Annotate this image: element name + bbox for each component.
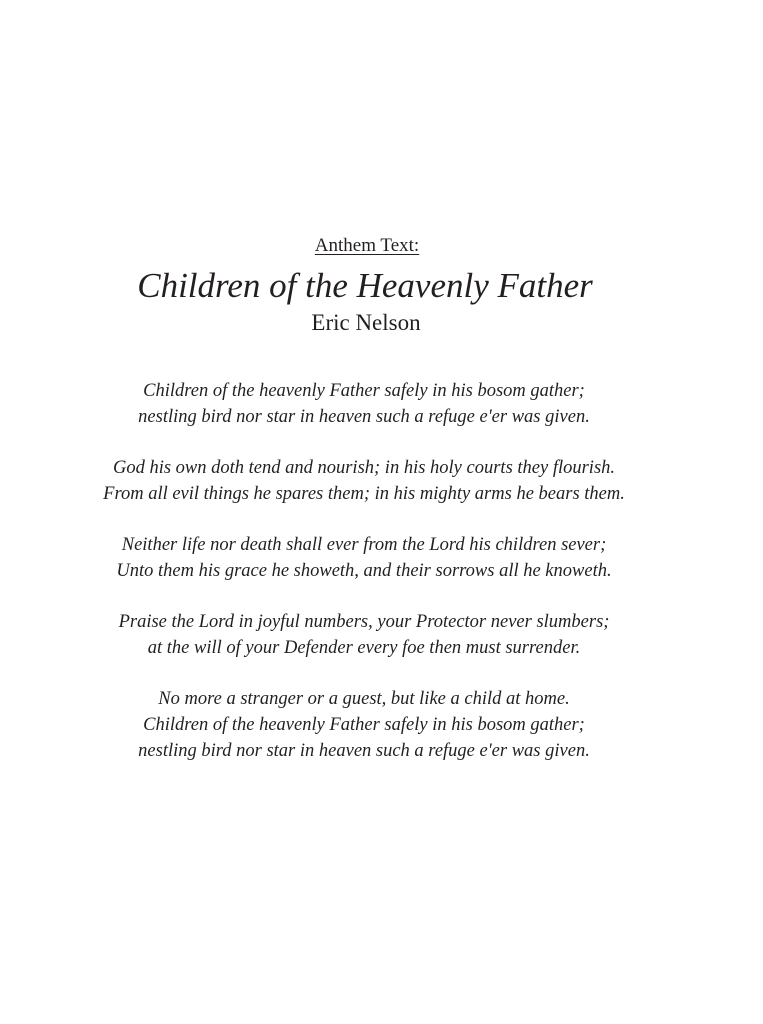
lyric-line: Children of the heavenly Father safely in his bosom gather; <box>143 715 585 735</box>
lyric-line: at the will of your Defender every foe then must surrender. <box>147 638 581 658</box>
lyric-line: Children of the heavenly Father safely in his bosom gather; <box>143 381 585 401</box>
lyric-line: God his own doth tend and nourish; in his holy courts they flourish. <box>112 458 616 478</box>
stanza-4 <box>0 609 728 661</box>
stanza-5 <box>0 686 728 764</box>
lyric-line: No more a stranger or a guest, but like a child at home. <box>158 689 570 709</box>
stanza-3 <box>0 532 728 584</box>
lyric-line: nestling bird nor star in heaven such a refuge e'er was given. <box>138 741 590 761</box>
lyric-line: Unto them his grace he showeth, and their sorrows all he knoweth. <box>116 561 612 581</box>
lyric-line: nestling bird nor star in heaven such a refuge e'er was given. <box>138 407 590 427</box>
lyric-line: From all evil things he spares them; in his mighty arms he bears them. <box>103 484 625 504</box>
stanza-1 <box>0 378 728 430</box>
lyric-line: Praise the Lord in joyful numbers, your Protector never slumbers; <box>118 612 610 632</box>
stanza-2 <box>0 455 728 507</box>
anthem-title: Children of the Heavenly Father <box>137 266 593 305</box>
anthem-text-label: Anthem Text: <box>314 235 420 256</box>
composer-name: Eric Nelson <box>311 310 421 335</box>
lyrics <box>0 378 728 789</box>
lyric-line: Neither life nor death shall ever from the Lord his children sever; <box>121 535 607 555</box>
